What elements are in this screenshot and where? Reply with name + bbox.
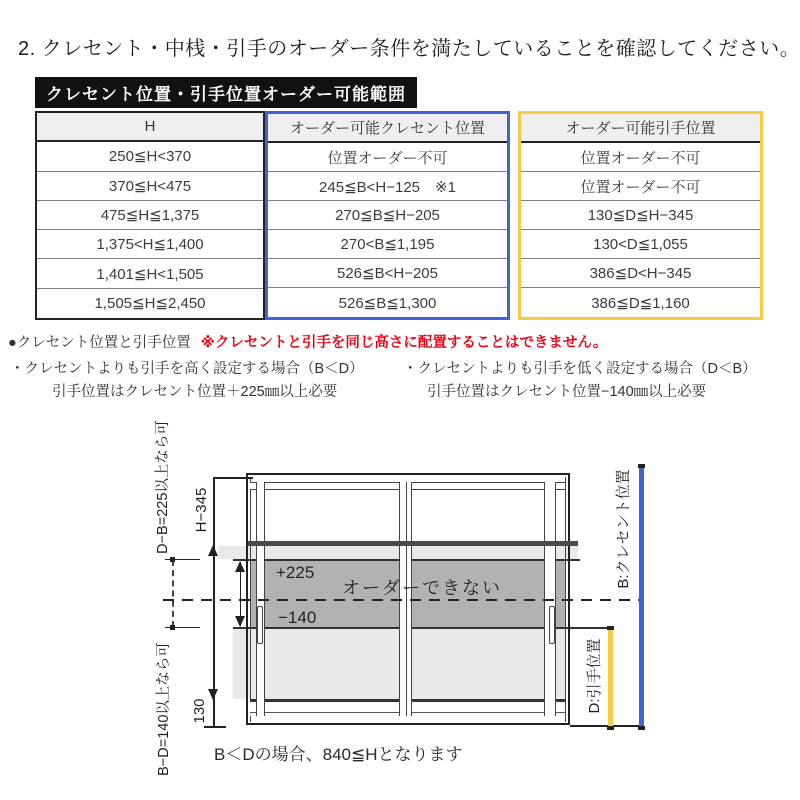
section-header-bar: クレセント位置・引手位置オーダー可能範囲	[35, 77, 417, 108]
handle-line-bottom-cap	[607, 726, 614, 730]
mid-rail	[248, 541, 578, 546]
crescent-line-bottom-cap	[638, 726, 645, 730]
handle-position-line	[608, 628, 613, 727]
offset-arrow-down	[235, 616, 245, 627]
table-header-cell: H	[37, 113, 263, 142]
table-cell: 250≦H<370	[37, 142, 263, 171]
dim-h-345-label: H−345	[193, 487, 210, 533]
table-cell: 1,375<H≦1,400	[37, 230, 263, 259]
lower-rule-label: B−D=140以上なら可	[156, 642, 172, 776]
left-handle	[257, 606, 263, 644]
diagram-caption: B＜Dの場合、840≦Hとなります	[214, 745, 463, 764]
table-cell: 370≦H<475	[37, 172, 263, 201]
table-cell: 位置オーダー不可	[268, 143, 507, 172]
note-case-d-lt-b-detail: 引手位置はクレセント位置−140㎜以上必要	[427, 384, 707, 400]
upper-rule-label: D−B=225以上なら可	[155, 420, 171, 554]
offset-up-label: +225	[276, 563, 315, 582]
table-header-cell: オーダー可能引手位置	[521, 114, 760, 143]
table-cell: 270<B≦1,195	[268, 230, 507, 259]
page-title: 2. クレセント・中桟・引手のオーダー条件を満たしていることを確認してください。	[18, 38, 800, 60]
offset-down-label: −140	[278, 608, 317, 627]
table-cell: 位置オーダー不可	[521, 172, 760, 201]
dim-top-tick	[213, 477, 253, 479]
table-cell: 526≦B≦1,300	[338, 294, 437, 312]
dim-130-label: 130	[191, 698, 208, 724]
table-cell: 1,505≦H≦2,450	[94, 295, 206, 313]
dim-arrow-up	[208, 545, 218, 556]
table-cell: 130≦D≦H−345	[521, 201, 760, 230]
offset-arrow-up	[235, 561, 245, 572]
left-guide-top-tick	[165, 559, 200, 561]
note-case-b-lt-d: ・クレセントよりも引手を高く設定する場合（B＜D）	[10, 361, 364, 377]
left-guide-dashed-line	[172, 560, 174, 627]
note-case-d-lt-b: ・クレセントよりも引手を低く設定する場合（D＜B）	[403, 361, 757, 377]
table-cell: 130<D≦1,055	[521, 230, 760, 259]
crescent-line-label: B:クレセント位置	[615, 469, 632, 589]
crescent-position-line	[639, 467, 644, 727]
table-cell: 386≦D≦1,160	[591, 294, 690, 312]
no-order-zone-label: オーダーできない	[342, 578, 502, 598]
table-cell: 475≦H≦1,375	[37, 201, 263, 230]
right-handle	[549, 606, 555, 644]
table-cell: 1,401≦H<1,505	[37, 259, 263, 288]
table-cell: 245≦B<H−125 ※1	[268, 172, 507, 201]
handle-line-label: D:引手位置	[586, 638, 603, 714]
notes-warning: ※クレセントと引手を同じ高さに配置することはできません。	[200, 335, 608, 351]
handle-line-top-cap	[607, 626, 614, 630]
crescent-line-top-cap	[638, 464, 645, 468]
notes-heading: ●クレセント位置と引手位置	[8, 335, 191, 351]
note-case-b-lt-d-detail: 引手位置はクレセント位置＋225㎜以上必要	[52, 384, 338, 400]
dim-arrow-down	[208, 689, 218, 700]
table-cell: 位置オーダー不可	[521, 143, 760, 172]
table-header-cell: オーダー可能クレセント位置	[268, 114, 507, 143]
table-cell: 526≦B<H−205	[268, 259, 507, 288]
table-cell: 270≦B≦H−205	[268, 201, 507, 230]
center-dashed-line	[163, 599, 643, 601]
table-cell: 386≦D<H−345	[521, 259, 760, 288]
left-guide-bottom-tick	[165, 627, 200, 629]
